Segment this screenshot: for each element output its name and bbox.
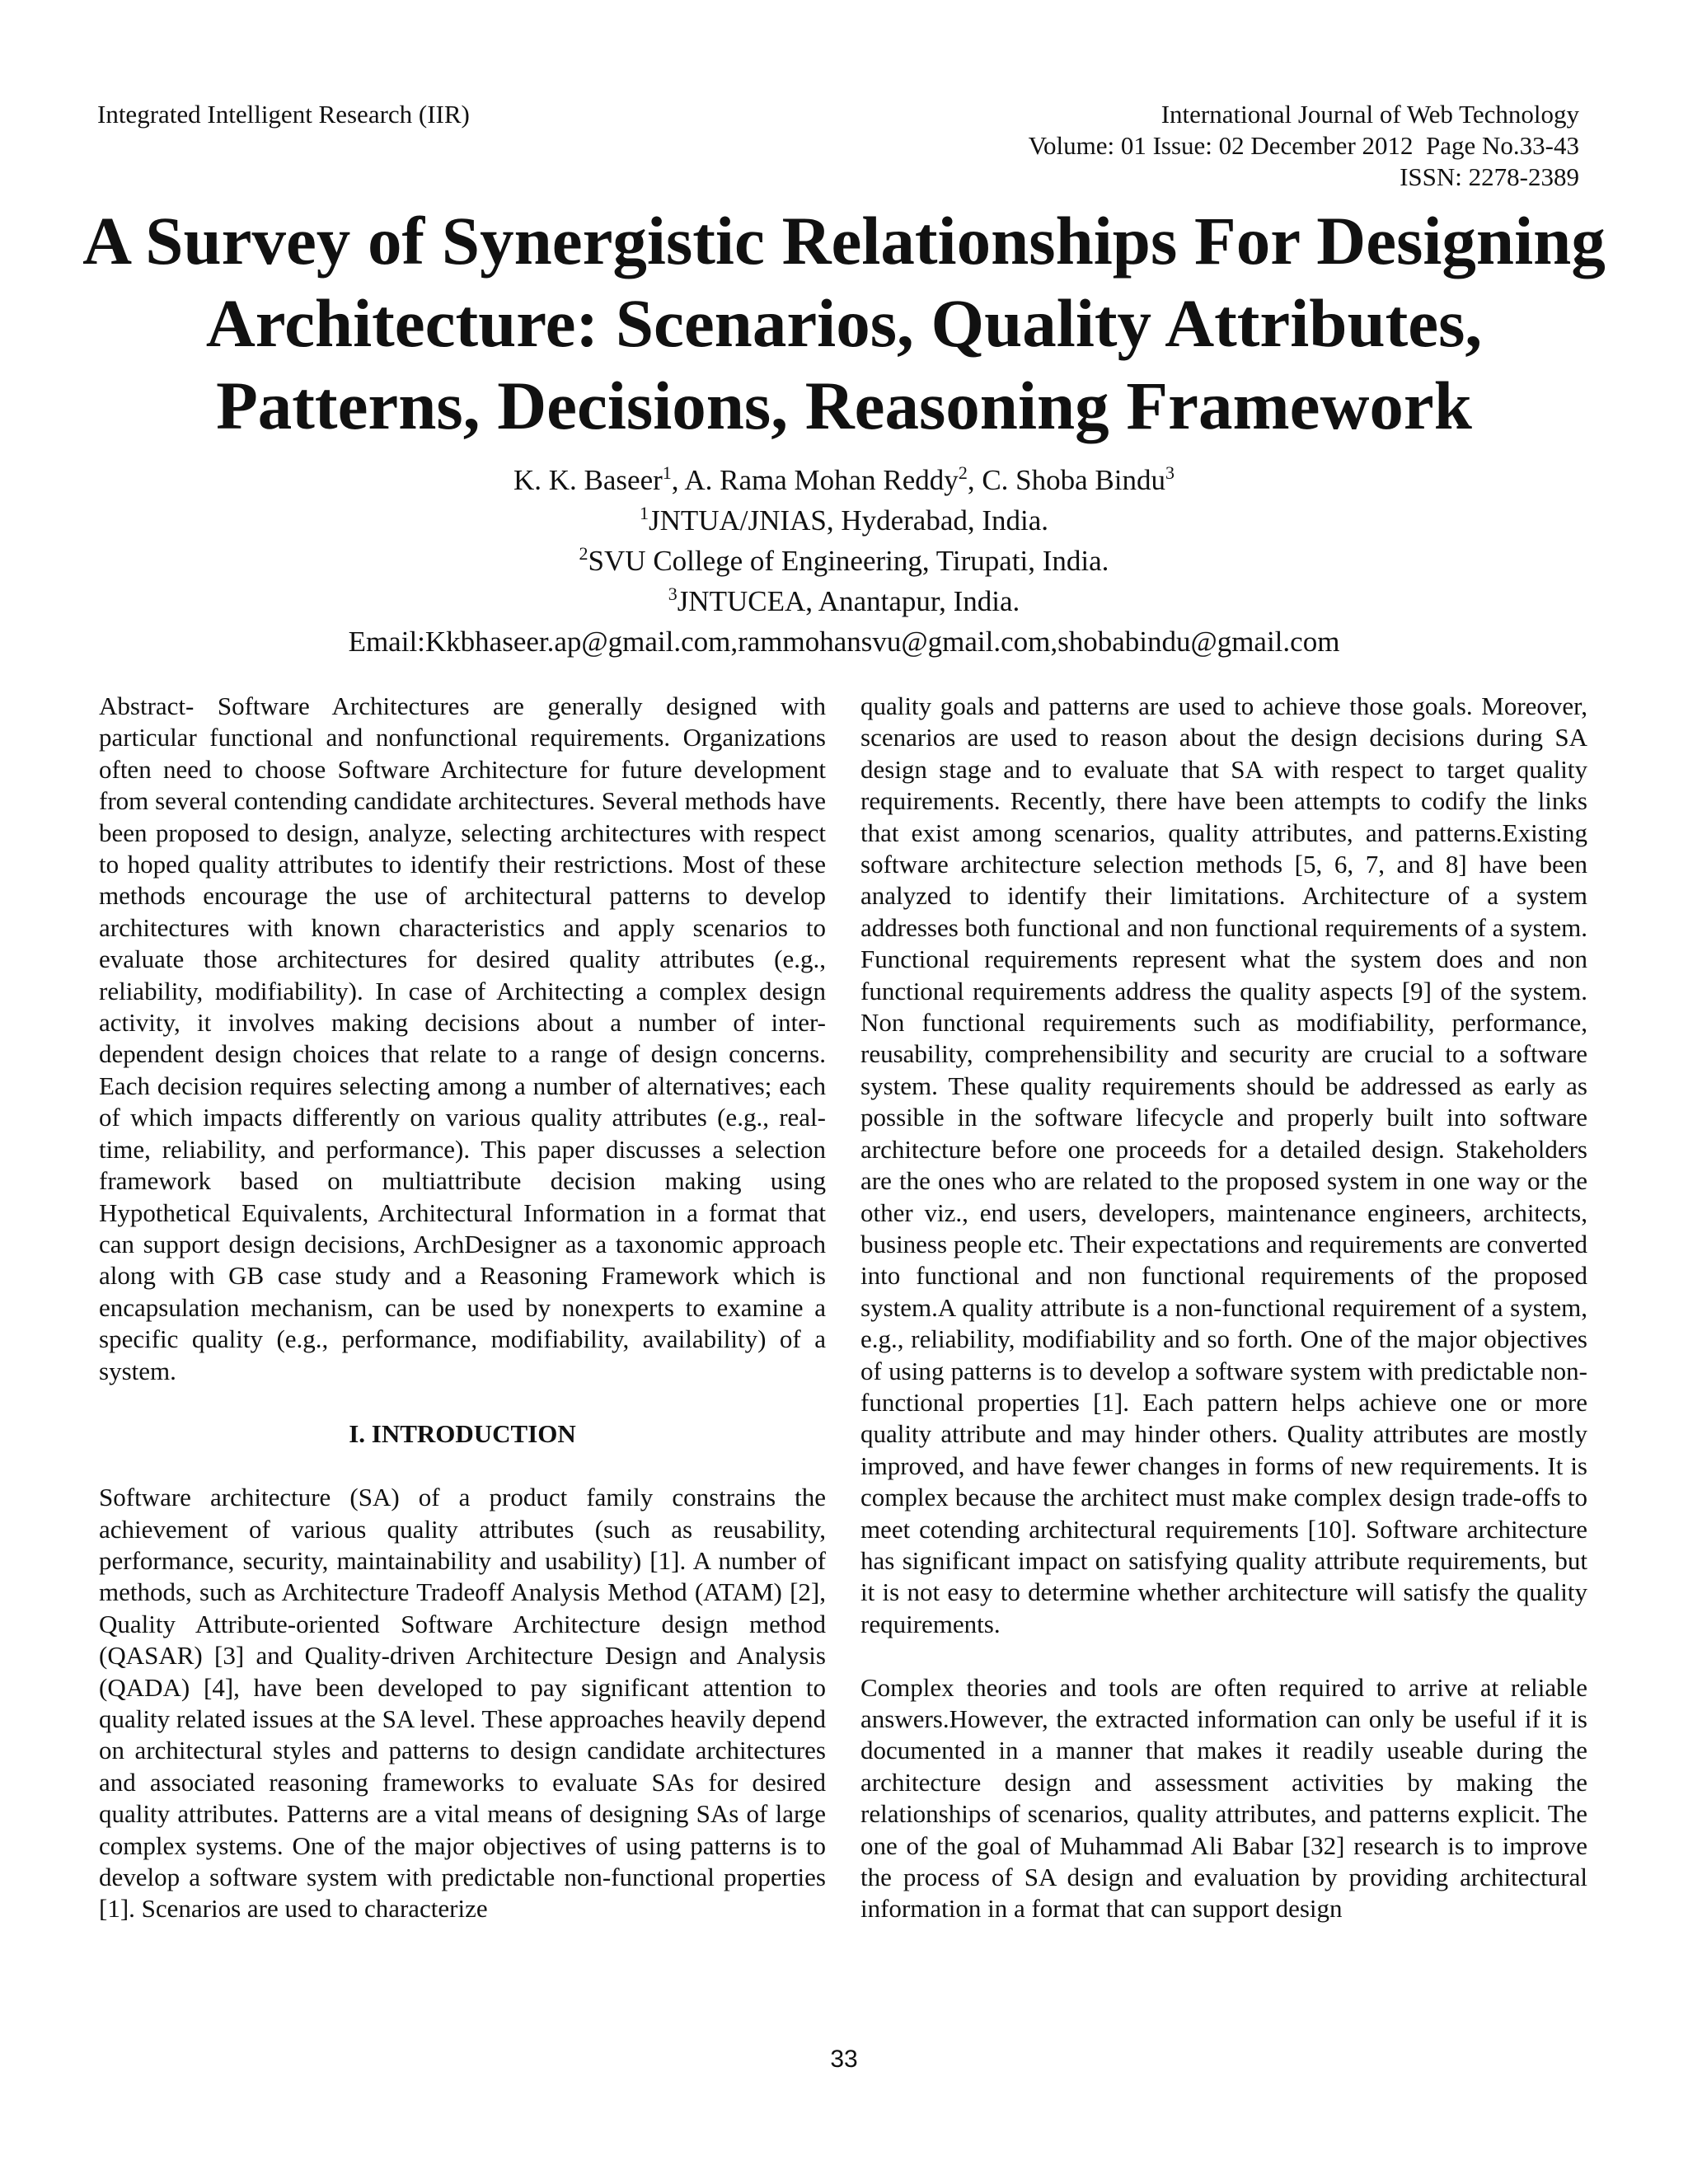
affiliation-marker: 3 (668, 583, 678, 604)
affiliation-text: SVU College of Engineering, Tirupati, India. (588, 545, 1109, 577)
title-line-2: Architecture: Scenarios, Quality Attributes, (205, 285, 1483, 361)
affiliation (82, 500, 1606, 541)
author-emails: Email:Kkbhaseer.ap@gmail.com,rammohansvu@gmail.com,shobabindu@gmail.com (348, 626, 1340, 658)
author-name: A. Rama Mohan Reddy (684, 464, 959, 496)
abstract: Abstract- Software Architectures are generally designed with particular functional and nonfunctional requirements. Organizations often need to choose Software Architecture for future development from several contending candidate architectures. Several methods have been proposed to design, analyze, selecting architectures with respect to hoped quality attributes to identify their restrictions. Most of these methods encourage the use of architectural patterns to develop architectures with known characteristics and apply scenarios to evaluate those architectures for desired quality attributes (e.g., reliability, modifiability). In case of Architecting a complex design activity, it involves making decisions about a number of inter-dependent design choices that relate to a range of design concerns. Each decision requires selecting among a number of alternatives; each of which impacts differently on various quality attributes (e.g., real-time, reliability, and performance). This paper discusses a selection framework based on multiattribute decision making using Hypothetical Equivalents, Architectural Information in a format that can support design decisions, ArchDesigner as a taxonomic approach along with GB case study and a Reasoning Framework which is encapsulation mechanism, can be used by nonexperts to examine a specific quality (e.g., performance, modifiability, availability) of a system. (99, 691, 826, 1385)
affiliation-text: JNTUA/JNIAS, Hyderabad, India. (648, 504, 1049, 537)
journal-name: International Journal of Web Technology (1160, 100, 1579, 129)
affiliation-marker: 2 (579, 543, 588, 564)
author-block (82, 460, 1606, 662)
body-paragraph: Complex theories and tools are often required to arrive at reliable answers.However, the extracted information can only be useful if it is documented in a manner that makes it readily useable during the architecture design and assessment activities by making the relationships of scenarios, quality attributes, and patterns explicit. The one of the goal of Muhammad Ali Babar [32] research is to improve the process of SA design and evaluation by providing architectural information in a format that can support design (860, 1672, 1587, 1924)
journal-issn: ISSN: 2278-2389 (1400, 162, 1579, 191)
author-name: K. K. Baseer (513, 464, 663, 496)
title-line-1: A Survey of Synergistic Relationships For Designing (82, 203, 1606, 279)
body-paragraph: quality goals and patterns are used to achieve those goals. Moreover, scenarios are used to reason about the design decisions during SA design stage and to evaluate that SA with respect to target quality requirements. Recently, there have been attempts to codify the links that exist among scenarios, quality attributes, and patterns.Existing software architecture selection methods [5, 6, 7, and 8] have been analyzed to identify their limitations. Architecture of a system addresses both functional and non functional requirements of a system. Functional requirements represent what the system does and non functional requirements address the quality aspects [9] of the system. Non functional requirements such as modifiability, performance, reusability, comprehensibility and security are crucial to a software system. These quality requirements should be addressed as early as possible in the software lifecycle and properly built into software architecture before one proceeds for a detailed design. Stakeholders are the ones who are related to the proposed system in one way or the other viz., end users, developers, maintenance engineers, architects, business people etc. Their expectations and requirements are converted into functional and non functional requirements of the proposed system.A quality attribute is a non-functional requirement of a system, e.g., reliability, modifiability and so forth. One of the major objectives of using patterns is to develop a software system with predictable non-functional properties [1]. Each pattern helps achieve one or more quality attribute and may hinder others. Quality attributes are mostly improved, and have fewer changes in forms of new requirements. It is complex because the architect must make complex design trade-offs to meet cotending architectural requirements [10]. Software architecture has significant impact on satisfying quality attribute requirements, but it is not easy to determine whether architecture will satisfy the quality requirements. (860, 691, 1587, 1638)
affiliation (82, 581, 1606, 621)
section-heading: I. INTRODUCTION (349, 1419, 576, 1449)
affiliation-text: JNTUCEA, Anantapur, India. (677, 585, 1020, 617)
author-separator: , (967, 464, 982, 496)
author-name: C. Shoba Bindu (982, 464, 1165, 496)
affiliation (82, 541, 1606, 581)
title-line-3: Patterns, Decisions, Reasoning Framework (216, 368, 1472, 443)
author-affiliation-marker: 2 (958, 462, 968, 483)
paper-title (82, 199, 1606, 447)
right-column (860, 691, 1587, 1925)
author-separator: , (671, 464, 685, 496)
publisher-name: Integrated Intelligent Research (IIR) (97, 100, 470, 129)
author-affiliation-marker: 3 (1165, 462, 1175, 483)
journal-info (837, 99, 1579, 193)
page-number: 33 (830, 2046, 858, 2073)
author-affiliation-marker: 1 (662, 462, 672, 483)
journal-volume: Volume: 01 Issue: 02 December 2012 Page No.33-43 (1028, 131, 1579, 160)
author-list (82, 460, 1606, 500)
body-paragraph: Software architecture (SA) of a product family constrains the achievement of various quality attributes (such as reusability, performance, security, maintainability and usability) [1]. A number of methods, such as Architecture Tradeoff Analysis Method (ATAM) [2], Quality Attribute-oriented Software Architecture design method (QASAR) [3] and Quality-driven Architecture Design and Analysis (QADA) [4], have been developed to pay significant attention to quality related issues at the SA level. These approaches heavily depend on architectural styles and patterns to design candidate architectures and associated reasoning frameworks to evaluate SAs for desired quality attributes. Patterns are a vital means of designing SAs of large complex systems. One of the major objectives of using patterns is to develop a software system with predictable non-functional properties [1]. Scenarios are used to characterize (99, 1483, 826, 1924)
affiliation-marker: 1 (639, 503, 649, 523)
left-column (99, 691, 826, 1925)
